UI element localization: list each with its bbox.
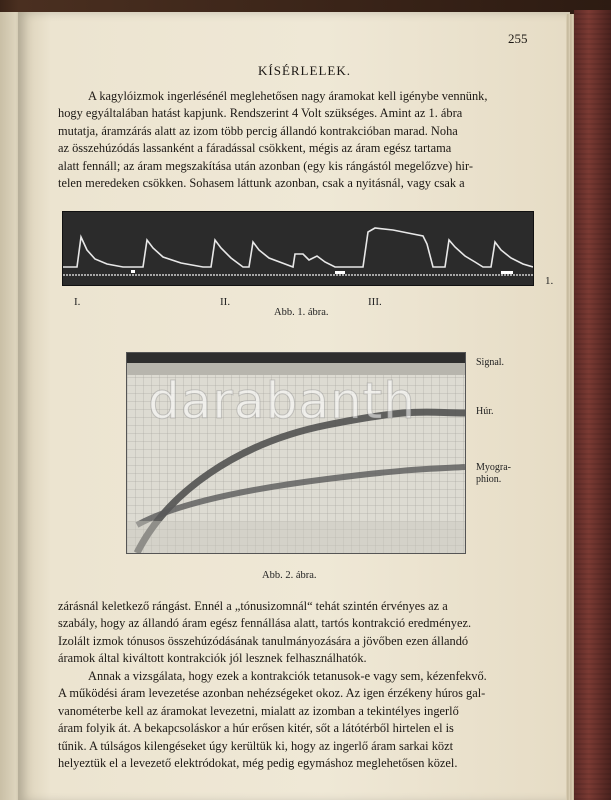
text-line: hogy egyáltalában hatást kapjunk. Rendszerint 4 Volt szükséges. Amint az 1. ábra — [58, 106, 463, 121]
fig1-label-i: I. — [74, 296, 81, 308]
page-number: 255 — [508, 31, 528, 46]
margin-number: 1. — [545, 275, 554, 287]
text-line: áramok által kiváltott kontrakciók jól lesznek felhasználhatók. — [58, 651, 367, 666]
paragraph-3 — [58, 668, 532, 772]
paragraph-2 — [58, 598, 532, 668]
text-line: zárásnál keletkező rángást. Ennél a „tónusizomnál“ tehát szintén érvényes az a — [58, 599, 448, 613]
paragraph-1 — [58, 88, 532, 192]
fig1-label-ii: II. — [220, 296, 231, 308]
text-line: tűnik. A túlságos kilengéseket úgy kerültük ki, hogy az ingerlő áram sarkai közt — [58, 738, 454, 753]
text-line: áram folyik át. A bekapcsoláskor a húr erősen kitér, sőt a látótérből hirtelen el is — [58, 721, 454, 736]
text-line: A kagylóizmok ingerlésénél meglehetősen nagy áramokat kell igénybe vennünk, — [88, 89, 488, 103]
text-line: szabály, hogy az állandó áram egész fennállása alatt, tartós kontrakció eredményez. — [58, 616, 472, 631]
fig2-label-myograph — [476, 462, 511, 486]
text-line: mutatja, áramzárás alatt az izom több percig állandó kontrakcióban marad. Noha — [58, 123, 458, 138]
fig2-label-myograph-line1: Myogra- — [476, 462, 511, 473]
text-line: A működési áram levezetése azonban nehézségeket okoz. Az igen érzékeny húros gal- — [58, 686, 486, 701]
text-line: Izolált izmok tónusos összehúzódásának tanulmányozására a jövőben ezen állandó — [58, 633, 469, 648]
text-line: alatt fennáll; az áram megszakítása után azonban (egy kis rángástól megelőzve) hir- — [58, 158, 474, 173]
book-binding — [574, 10, 611, 800]
text-line: Annak a vizsgálata, hogy ezek a kontrakciók tetanusok-e vagy sem, kézenfekvő. — [88, 669, 487, 683]
text-line: telen meredeken csökken. Sohasem láttunk azonban, csak a nyitásnál, vagy csak a — [58, 176, 465, 191]
text-line: az összehúzódás lassanként a fáradással csökkent, mégis az áram egész tartama — [58, 141, 452, 156]
fig2-label-myograph-line2: phion. — [476, 474, 502, 485]
fig2-label-hur: Húr. — [476, 406, 494, 417]
figure-2-caption: Abb. 2. ábra. — [262, 570, 317, 581]
figure-1-caption: Abb. 1. ábra. — [274, 307, 329, 318]
text-line: vanométerbe kell az áramokat levezetni, mialatt az izomban a tekintélyes ingerlő — [58, 703, 459, 718]
figure-1-trace — [62, 211, 534, 286]
watermark: darabanth — [148, 372, 416, 430]
fig2-label-signal: Signal. — [476, 357, 505, 368]
fig1-label-iii: III. — [368, 296, 382, 308]
text-line: helyeztük el a levezető elektródokat, még pedig egymáshoz meglehetősen közel. — [58, 756, 458, 771]
page-heading: KÍSÉRLELEK. — [258, 63, 351, 78]
